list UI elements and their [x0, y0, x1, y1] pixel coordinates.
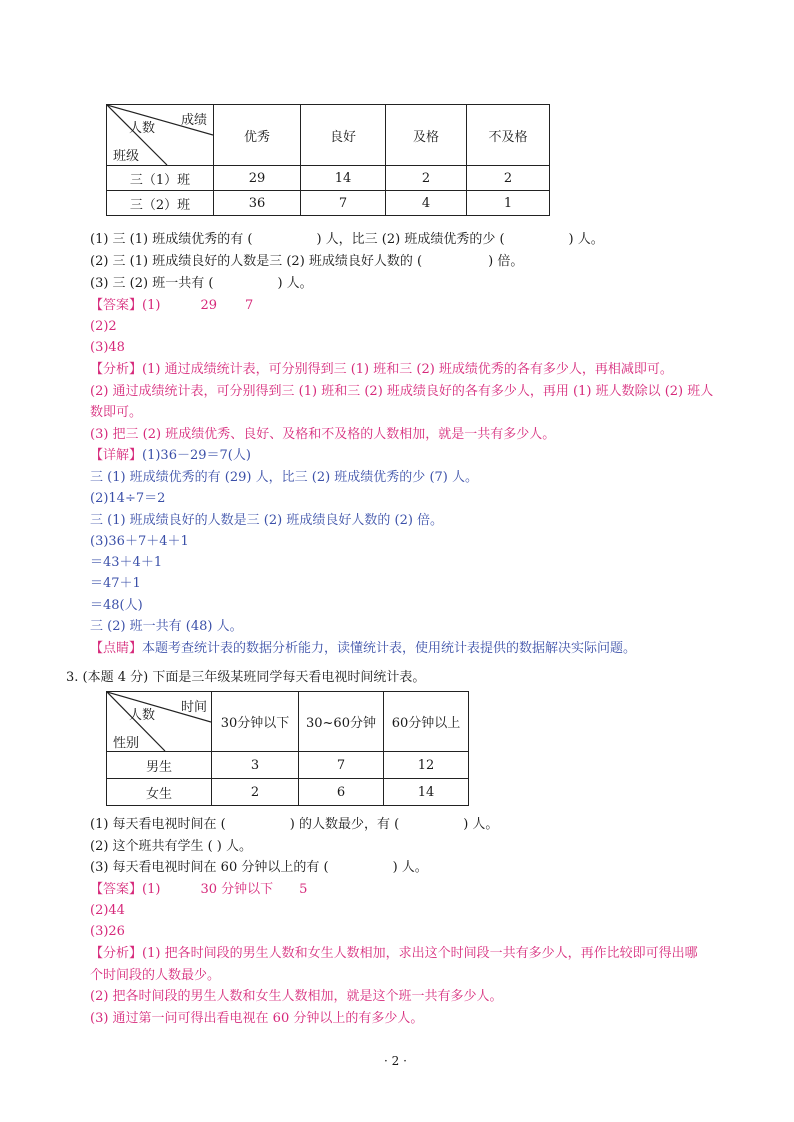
q2-detail-3a: (3)36＋7＋4＋1	[90, 534, 189, 549]
q2-detail-2b: 三 (1) 班成绩良好的人数是三 (2) 班成绩良好人数的 (2) 倍。	[90, 513, 444, 528]
score-table	[106, 104, 550, 216]
q2-answer-2: (2)2	[90, 319, 117, 334]
table-cell: 14	[384, 779, 469, 806]
q3-answer-2: (2)44	[90, 903, 125, 918]
q2-analysis-2a: (2) 通过成绩统计表，可分别得到三 (1) 班和三 (2) 班成绩良好的各有多少人，再用 (1) 班人数除以 (2) 班人	[90, 384, 714, 399]
q3-part3: (3) 每天看电视时间在 60 分钟以上的有 ( ) 人。	[90, 860, 428, 875]
q3-title: 3. (本题 4 分) 下面是三年级某班同学每天看电视时间统计表。	[66, 670, 426, 685]
table-cell: 1	[467, 191, 550, 216]
table-row	[107, 166, 550, 191]
q2-answer: 【答案】(1) 29 7	[90, 298, 254, 313]
q2-detail-3e: 三 (2) 班一共有 (48) 人。	[90, 619, 243, 634]
q3-answer: 【答案】(1) 30 分钟以下 5	[90, 882, 308, 897]
q3-analysis-1b: 个时间段的人数最少。	[90, 968, 221, 983]
table-corner-cell	[107, 105, 214, 166]
q2-detail-1: 【详解】(1)36－29＝7(人)	[90, 448, 251, 463]
table-cell: 12	[384, 752, 469, 779]
corner-top-label: 时间	[181, 700, 208, 715]
table-row	[107, 779, 469, 806]
q2-detail-2: (2)14÷7＝2	[90, 491, 166, 506]
q2-answer-3: (3)48	[90, 340, 125, 355]
q3-analysis-2: (2) 把各时间段的男生人数和女生人数相加，就是这个班一共有多少人。	[90, 989, 503, 1004]
q3-part2: (2) 这个班共有学生 ( ) 人。	[90, 839, 252, 854]
tv-time-table	[106, 691, 469, 806]
table-header: 优秀	[214, 105, 301, 166]
row-label: 女生	[107, 779, 212, 806]
table-cell: 7	[299, 752, 384, 779]
table-row	[107, 191, 550, 216]
table-header: 及格	[386, 105, 467, 166]
q3-analysis-1a: 【分析】(1) 把各时间段的男生人数和女生人数相加，求出这个时间段一共有多少人，再作比较即可得出哪	[90, 946, 698, 961]
table-header: 30分钟以下	[212, 692, 299, 752]
corner-mid-label: 人数	[129, 121, 156, 136]
table-cell: 29	[214, 166, 301, 191]
corner-bottom-label: 班级	[113, 149, 140, 164]
page-number: · 2 ·	[384, 1054, 407, 1068]
q2-comment: 【点睛】本题考查统计表的数据分析能力，读懂统计表，使用统计表提供的数据解决实际问题。	[90, 641, 637, 656]
row-label: 男生	[107, 752, 212, 779]
corner-bottom-label: 性别	[113, 736, 140, 751]
table-row	[107, 752, 469, 779]
table-cell: 14	[301, 166, 386, 191]
q2-detail-3b: ＝43＋4＋1	[90, 555, 163, 570]
table-cell: 36	[214, 191, 301, 216]
q2-analysis-3: (3) 把三 (2) 班成绩优秀、良好、及格和不及格的人数相加，就是一共有多少人。	[90, 427, 556, 442]
table-cell: 7	[301, 191, 386, 216]
q3-answer-3: (3)26	[90, 924, 125, 939]
table-cell: 2	[212, 779, 299, 806]
q2-detail-1b: 三 (1) 班成绩优秀的有 (29) 人，比三 (2) 班成绩优秀的少 (7) 人。	[90, 470, 478, 485]
q2-detail-3c: ＝47＋1	[90, 576, 141, 591]
table-header: 60分钟以上	[384, 692, 469, 752]
q2-part1: (1) 三 (1) 班成绩优秀的有 ( ) 人，比三 (2) 班成绩优秀的少 ( ) 人。	[90, 232, 604, 247]
table-header: 30~60分钟	[299, 692, 384, 752]
q3-part1: (1) 每天看电视时间在 ( ) 的人数最少，有 ( ) 人。	[90, 817, 499, 832]
table-header: 良好	[301, 105, 386, 166]
q2-detail-3d: ＝48(人)	[90, 598, 143, 613]
q2-analysis-2b: 数即可。	[90, 405, 143, 420]
q2-part3: (3) 三 (2) 班一共有 ( ) 人。	[90, 276, 313, 291]
table-header: 不及格	[467, 105, 550, 166]
q2-analysis-1: 【分析】(1) 通过成绩统计表，可分别得到三 (1) 班和三 (2) 班成绩优秀的各有多少人，再相减即可。	[90, 362, 673, 377]
row-label: 三（1）班	[107, 166, 214, 191]
row-label: 三（2）班	[107, 191, 214, 216]
q3-analysis-3: (3) 通过第一问可得出看电视在 60 分钟以上的有多少人。	[90, 1011, 424, 1026]
table-cell: 6	[299, 779, 384, 806]
table-cell: 4	[386, 191, 467, 216]
table-cell: 3	[212, 752, 299, 779]
corner-top-label: 成绩	[181, 113, 208, 128]
q2-part2: (2) 三 (1) 班成绩良好的人数是三 (2) 班成绩良好人数的 ( ) 倍。	[90, 254, 524, 269]
table-cell: 2	[386, 166, 467, 191]
table-corner-cell	[107, 692, 212, 752]
corner-mid-label: 人数	[129, 708, 156, 723]
table-cell: 2	[467, 166, 550, 191]
